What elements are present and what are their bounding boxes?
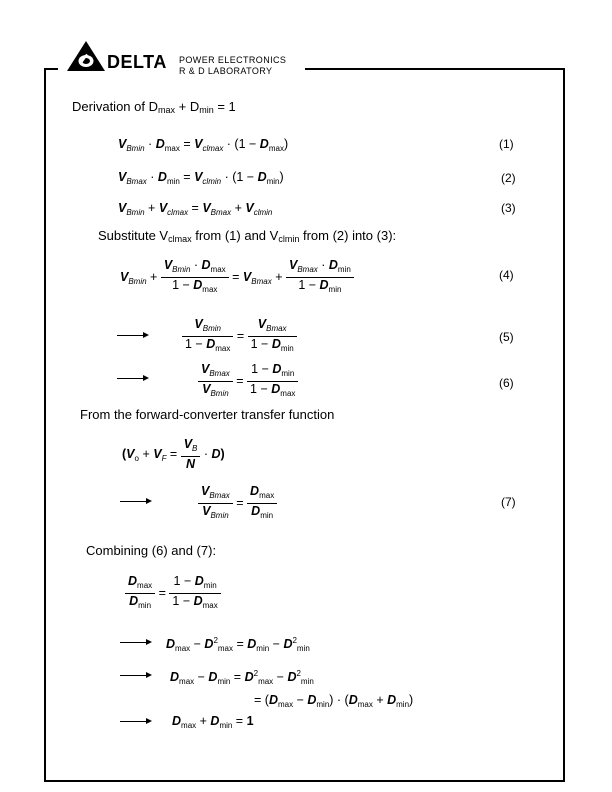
equation-number-5: (5) [499, 330, 514, 344]
equation-number-3: (3) [501, 201, 516, 215]
transfer-function: ($V_o + V_F$ = $\frac{V_B}{N}$ · D) [122, 437, 225, 471]
implies-arrow-icon [117, 378, 147, 379]
lab-line-1: POWER ELECTRONICS [179, 55, 287, 65]
equation-3: $V_{Bmin} + V_{clmax} = V_{Bmax} + V_{clmin}$ [118, 201, 273, 217]
derivation-step-3: = $(D_{max} - D_{min}) \cdot (D_{max} + D_{min})$ [254, 693, 414, 709]
lab-line-2: R & D LABORATORY [179, 66, 273, 76]
equation-number-2: (2) [501, 171, 516, 185]
equation-7: $\frac{V_{Bmax}}{V_{Bmin}}$ = $\frac{D_{max}}{D_{min}}$ [198, 484, 277, 523]
implies-arrow-icon [120, 501, 150, 502]
combining-heading: Combining (6) and (7): [86, 543, 217, 558]
equation-6: $\frac{V_{Bmax}}{V_{Bmin}}$ = $\frac{1 - D_{min}}{1 - D_{max}}$ [198, 362, 298, 401]
implies-arrow-icon [120, 642, 150, 643]
derivation-step-2: $D_{max} - D_{min} = D^2_{max} - D^2_{min}$ [170, 669, 314, 686]
equation-1: $V_{Bmin} \cdot D_{max} = V_{clmax} \cdot (1 - D_{max})$ [118, 137, 289, 153]
equation-number-4: (4) [499, 268, 514, 282]
implies-arrow-icon [120, 675, 150, 676]
implies-arrow-icon [117, 335, 147, 336]
equation-4: $V_{Bmin}$ + $\frac{V_{Bmin} \cdot D_{max}}{1 - D_{max}}$ = $V_{Bmax}$ + $\frac{V_{Bmax} \cdot D_{min}}{1 - D_{min}}$ [120, 258, 354, 297]
equation-2: $V_{Bmax} \cdot D_{min} = V_{clmin} \cdot (1 - D_{min})$ [118, 170, 284, 186]
page-title: Derivation of Dmax + Dmin = 1 [72, 99, 236, 115]
equation-number-7: (7) [501, 495, 516, 509]
equation-5: $\frac{V_{Bmin}}{1 - D_{max}}$ = $\frac{V_{Bmax}}{1 - D_{min}}$ [182, 317, 297, 356]
forward-converter-heading: From the forward-converter transfer function [80, 407, 335, 422]
final-result: $D_{max} + D_{min} = 1$ [172, 714, 254, 730]
delta-logo-text: DELTA [107, 52, 167, 72]
implies-arrow-icon [120, 721, 150, 722]
equation-number-1: (1) [499, 137, 514, 151]
combined-equation: $\frac{D_{max}}{D_{min}}$ = $\frac{1 - D_{min}}{1 - D_{max}}$ [125, 574, 221, 613]
lab-name [179, 55, 286, 77]
delta-triangle-logo-icon [66, 40, 106, 72]
substitute-heading: Substitute Vclmax from (1) and Vclmin from (2) into (3): [98, 228, 397, 244]
derivation-step-1: $D_{max} - D^2_{max} = D_{min} - D^2_{min}$ [166, 636, 310, 653]
equation-number-6: (6) [499, 376, 514, 390]
